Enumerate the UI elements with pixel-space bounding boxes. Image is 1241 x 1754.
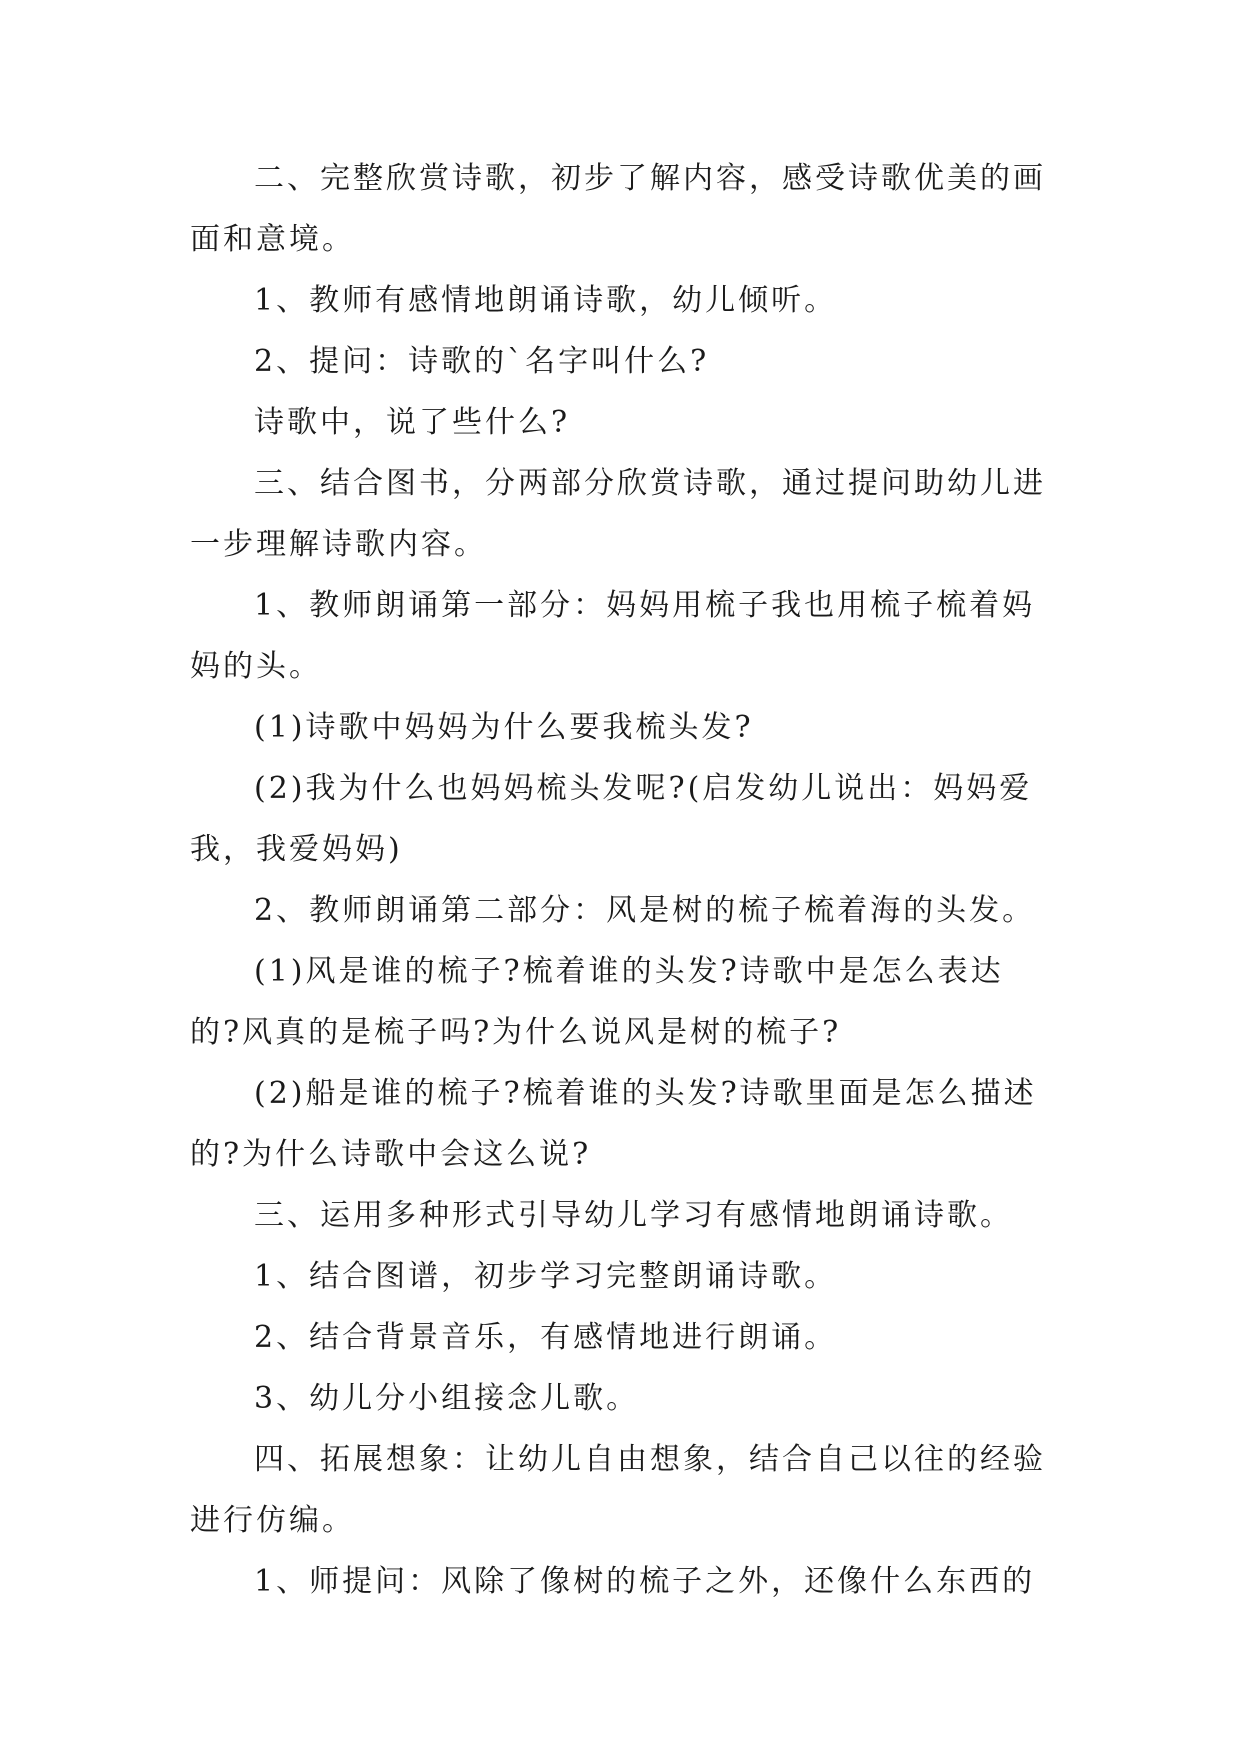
paragraph-part-1-q2: (2)我为什么也妈妈梳头发呢?(启发幼儿说出：妈妈爱我，我爱妈妈): [190, 771, 1033, 867]
paragraph-part-2-q1: (1)风是谁的梳子?梳着谁的头发?诗歌中是怎么表达的?风真的是梳子吗?为什么说风是树的梳子?: [190, 954, 1004, 1050]
paragraph-recital-heading: 三、运用多种形式引导幼儿学习有感情地朗诵诗歌。: [254, 1198, 1013, 1233]
paragraph-section-4-heading: 四、拓展想象：让幼儿自由想象，结合自己以往的经验进行仿编。: [190, 1442, 1046, 1538]
paragraph-section-3-heading: 三、结合图书，分两部分欣赏诗歌，通过提问助幼儿进一步理解诗歌内容。: [190, 466, 1046, 562]
paragraph-part-1: 1、教师朗诵第一部分：妈妈用梳子我也用梳子梳着妈妈的头。: [190, 588, 1036, 684]
paragraph-part-1-q1: (1)诗歌中妈妈为什么要我梳头发?: [254, 710, 754, 745]
document-page: [190, 148, 1052, 1612]
paragraph-recital-3: 3、幼儿分小组接念儿歌。: [254, 1381, 640, 1416]
paragraph-recital-1: 1、结合图谱，初步学习完整朗诵诗歌。: [254, 1259, 838, 1294]
paragraph-question: 诗歌中，说了些什么?: [254, 405, 571, 440]
paragraph-part-2: 2、教师朗诵第二部分：风是树的梳子梳着海的头发。: [254, 893, 1036, 928]
paragraph-part-2-q2: (2)船是谁的梳子?梳着谁的头发?诗歌里面是怎么描述的?为什么诗歌中会这么说?: [190, 1076, 1037, 1172]
paragraph-step-2: 2、提问：诗歌的`名字叫什么?: [254, 344, 710, 379]
paragraph-step-1: 1、教师有感情地朗诵诗歌，幼儿倾听。: [254, 283, 838, 318]
paragraph-section-2-heading: 二、完整欣赏诗歌，初步了解内容，感受诗歌优美的画面和意境。: [190, 161, 1046, 257]
paragraph-recital-2: 2、结合背景音乐，有感情地进行朗诵。: [254, 1320, 838, 1355]
paragraph-section-4-step-1: 1、师提问：风除了像树的梳子之外，还像什么东西的: [254, 1564, 1036, 1599]
